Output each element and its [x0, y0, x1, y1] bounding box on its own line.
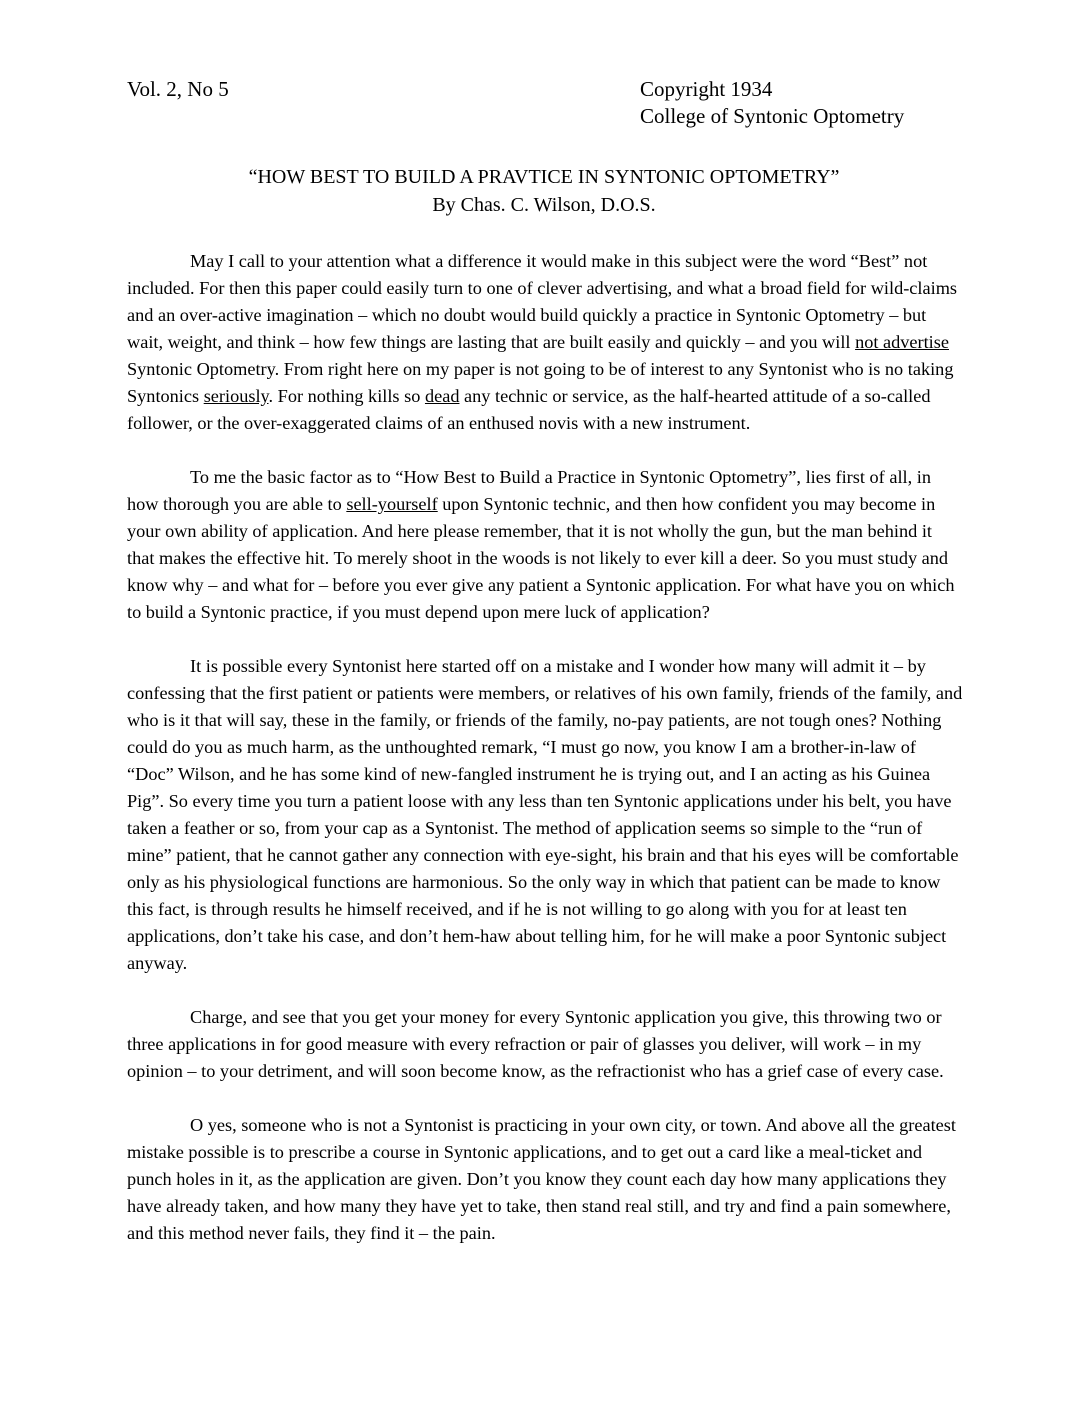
underlined-dead: dead	[424, 386, 460, 406]
copyright-block	[640, 76, 904, 130]
paragraph-4: Charge, and see that you get your money for every Syntonic application you give, this throwing two or three applications in for good measure with every refraction or pair of glasses you deliver, will work – in my opinion – to your detriment, and will soon become know, as the refractionist who has a grief case of every case.	[127, 1007, 944, 1081]
document-title: “HOW BEST TO BUILD A PRAVTICE IN SYNTONIC OPTOMETRY”	[248, 166, 840, 188]
paragraph-1-text-c: . For nothing kills so	[268, 386, 425, 406]
byline: By Chas. C. Wilson, D.O.S.	[432, 194, 656, 216]
publisher-line: College of Syntonic Optometry	[640, 104, 905, 128]
volume-number: Vol. 2, No 5	[127, 77, 229, 101]
paragraph-1-text-b: Syntonic Optometry. From right here on my paper is not going to be of interest to any Syntonist who is no taking Syntonics	[127, 359, 954, 406]
title-block	[0, 163, 1088, 219]
copyright-line: Copyright 1934	[640, 77, 773, 101]
paragraph-2-text-b: upon Syntonic technic, and then how confident you may become in your own ability of application. And here please remember, that it is not wholly the gun, but the man behind it that makes the effective hit. To merely shoot in the woods is not likely to ever kill a deer. So you must study and know why – and what for – before you ever give any patient a Syntonic application. For what have you on which to build a Syntonic practice, if you must depend upon mere luck of application?	[127, 494, 955, 622]
paragraph-2	[127, 464, 963, 626]
paragraph-1-text-a: May I call to your attention what a difference it would make in this subject were the word “Best” not included. For then this paper could easily turn to one of clever advertising, and what a broad field for wild-claims and an over-active imagination – which no doubt would build quickly a practice in Syntonic Optometry – but wait, weight, and think – how few things are lasting that are built easily and quickly – and you will	[127, 251, 958, 352]
paragraph-5: O yes, someone who is not a Syntonist is practicing in your own city, or town. And above all the greatest mistake possible is to prescribe a course in Syntonic applications, and to get out a card like a meal-ticket and punch holes in it, as the application are given. Don’t you know they count each day how many applications they have already taken, and how many they have yet to take, then stand real still, and try and find a pain somewhere, and this method never fails, they find it – the pain.	[127, 1115, 956, 1243]
underlined-not-advertise: not advertise	[855, 332, 949, 352]
paragraph-1	[127, 248, 963, 437]
paragraph-3: It is possible every Syntonist here started off on a mistake and I wonder how many will admit it – by confessing that the first patient or patients were members, or relatives of his own family, friends of the family, and who is it that will say, these in the family, or friends of the family, no-pay patients, are not tough ones? Nothing could do you as much harm, as the unthoughted remark, “I must go now, you know I am a brother-in-law of “Doc” Wilson, and he has some kind of new-fangled instrument he is trying out, and I an acting as his Guinea Pig”. So every time you turn a patient loose with any less than ten Syntonic applications under his belt, you have taken a feather or so, from your cap as a Syntonist. The method of application seems so simple to the “run of mine” patient, that he cannot gather any connection with eye-sight, his brain and that his eyes will be comfortable only as his physiological functions are harmonious. So the only way in which that patient can be made to know this fact, is through results he himself received, and if he is not willing to go along with you for at least ten applications, don’t take his case, and don’t hem-haw about telling him, for he will make a poor Syntonic subject anyway.	[127, 656, 963, 973]
paragraph-2-text-a: To me the basic factor as to “How Best to Build a Practice in Syntonic Optometry”, lies first of all, in how thorough you are able to	[127, 467, 931, 514]
underlined-seriously: seriously	[203, 386, 269, 406]
body-text	[127, 248, 963, 1274]
underlined-sell-yourself: sell-yourself	[346, 494, 438, 514]
paragraph-1-text-d: any technic or service, as the half-hearted attitude of a so-called follower, or the over-exaggerated claims of an enthused novis with a new instrument.	[127, 386, 931, 433]
